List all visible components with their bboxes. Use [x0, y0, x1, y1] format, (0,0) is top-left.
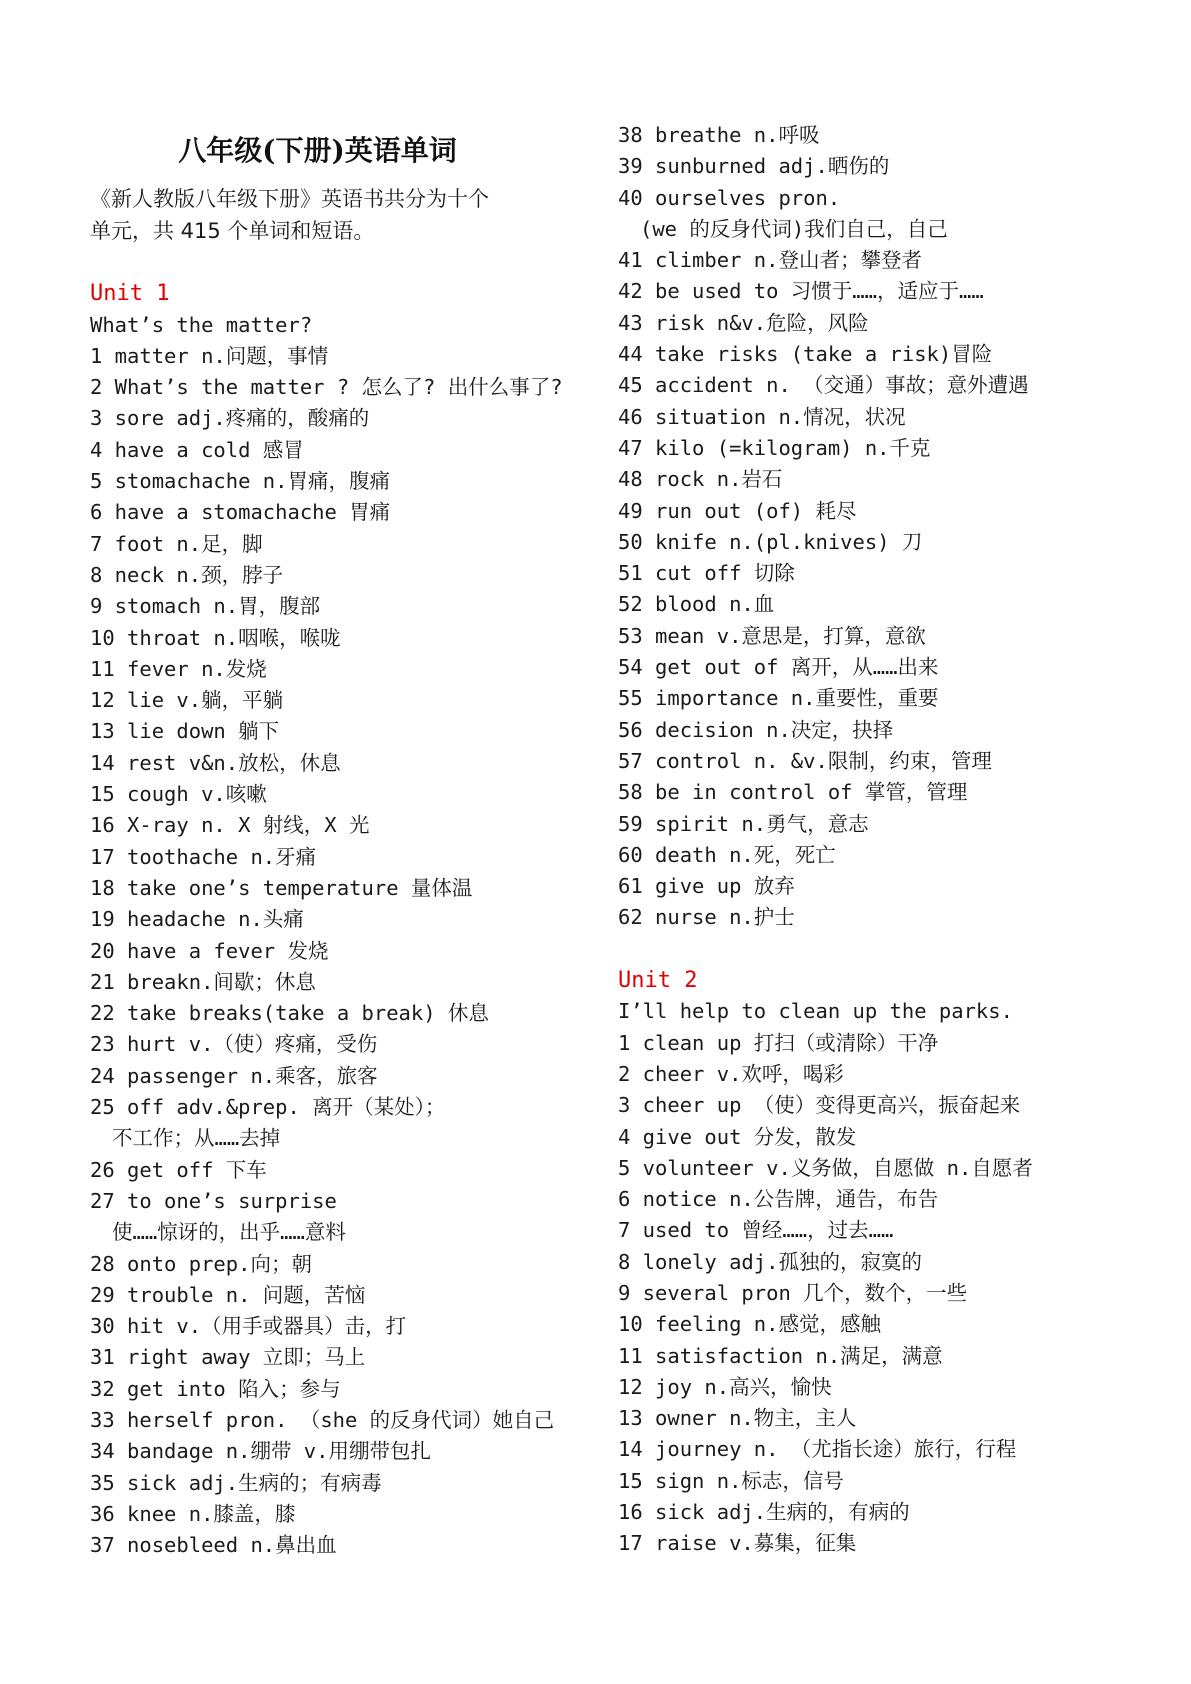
vocab-entry: 60 death n.死，死亡 — [618, 842, 836, 867]
unit-1-heading: Unit 1 — [90, 281, 170, 307]
vocab-entry: 7 used to 曾经……，过去…… — [618, 1218, 894, 1243]
vocab-entry: 5 stomachache n.胃痛，腹痛 — [90, 469, 390, 494]
vocab-entry: 27 to one’s surprise — [90, 1188, 337, 1213]
vocab-entry: 17 raise v.募集，征集 — [618, 1531, 857, 1556]
vocab-entry: 25 off adv.&prep. 离开（某处）； — [90, 1095, 446, 1120]
vocab-entry-continued: 不工作；从……去掉 — [112, 1126, 281, 1151]
vocab-entry: 44 take risks (take a risk)冒险 — [618, 342, 993, 367]
vocab-entry: 38 breathe n.呼吸 — [618, 123, 820, 147]
vocab-entry: 11 fever n.发烧 — [90, 656, 267, 681]
vocab-entry: 26 get off 下车 — [90, 1157, 267, 1182]
vocab-entry: 43 risk n&v.危险，风险 — [618, 310, 869, 335]
vocab-entry: 14 journey n. （尤指长途）旅行，行程 — [618, 1437, 1017, 1462]
intro-line-2: 单元，共 415 个单词和短语。 — [90, 219, 375, 243]
vocab-entry: 3 sore adj.疼痛的，酸痛的 — [90, 406, 370, 431]
vocab-entry: 34 bandage n.绷带 v.用绷带包扎 — [90, 1439, 431, 1464]
vocab-entry: 6 notice n.公告牌，通告，布告 — [618, 1187, 939, 1212]
vocab-entry: 41 climber n.登山者；攀登者 — [618, 248, 922, 273]
vocab-entry: 3 cheer up （使）变得更高兴，振奋起来 — [618, 1093, 1021, 1118]
vocab-entry: 56 decision n.决定，抉择 — [618, 717, 894, 742]
vocab-entry: 39 sunburned adj.晒伤的 — [618, 154, 890, 179]
vocab-entry: 29 trouble n. 问题，苦恼 — [90, 1282, 366, 1307]
vocab-entry: 2 cheer v.欢呼，喝彩 — [618, 1061, 844, 1086]
vocab-entry: 11 satisfaction n.满足，满意 — [618, 1343, 943, 1368]
vocab-entry: 8 lonely adj.孤独的，寂寞的 — [618, 1249, 922, 1274]
unit-2-heading: Unit 2 — [618, 968, 698, 994]
vocab-entry: 42 be used to 习惯于……，适应于…… — [618, 279, 984, 304]
page-title: 八年级(下册)英语单词 — [178, 134, 457, 167]
left-column — [90, 0, 563, 1561]
unit-1-subtitle: What’s the matter? — [90, 312, 313, 337]
vocab-entry: 57 control n. &v.限制，约束，管理 — [618, 748, 992, 773]
vocab-entry: 55 importance n.重要性，重要 — [618, 686, 939, 711]
vocab-entry: 10 throat n.咽喉，喉咙 — [90, 625, 341, 650]
vocab-entry: 31 right away 立即；马上 — [90, 1345, 366, 1370]
vocab-entry: 54 get out of 离开，从……出来 — [618, 655, 939, 680]
vocab-entry: 37 nosebleed n.鼻出血 — [90, 1533, 337, 1558]
vocab-entry: 58 be in control of 掌管，管理 — [618, 780, 968, 805]
vocab-entry: 20 have a fever 发烧 — [90, 938, 329, 963]
vocab-entry: 5 volunteer v.义务做，自愿做 n.自愿者 — [618, 1155, 1033, 1180]
intro-line-1: 《新人教版八年级下册》英语书共分为十个 — [90, 187, 489, 211]
vocab-entry: 12 joy n.高兴，愉快 — [618, 1374, 832, 1399]
vocab-entry: 61 give up 放弃 — [618, 874, 795, 899]
vocab-entry: 53 mean v.意思是，打算，意欲 — [618, 623, 926, 648]
vocab-entry: 9 several pron 几个，数个，一些 — [618, 1280, 968, 1305]
vocab-entry: 30 hit v.（用手或器具）击，打 — [90, 1314, 407, 1339]
vocab-entry-continued: 使……惊讶的，出乎……意料 — [112, 1220, 346, 1245]
vocab-entry: 23 hurt v.（使）疼痛，受伤 — [90, 1032, 378, 1057]
vocab-entry: 50 knife n.(pl.knives) 刀 — [618, 529, 923, 554]
vocab-entry: 35 sick adj.生病的；有病毒 — [90, 1470, 382, 1495]
vocab-entry: 10 feeling n.感觉，感触 — [618, 1312, 881, 1337]
vocab-entry: 6 have a stomachache 胃痛 — [90, 500, 391, 525]
vocab-entry: 15 sign n.标志，信号 — [618, 1468, 844, 1493]
vocab-entry: 15 cough v.咳嗽 — [90, 782, 267, 807]
vocab-entry-continued: (we 的反身代词)我们自己，自己 — [640, 216, 948, 241]
vocab-entry: 49 run out (of) 耗尽 — [618, 498, 857, 523]
vocab-entry: 62 nurse n.护士 — [618, 905, 795, 930]
vocab-entry: 17 toothache n.牙痛 — [90, 844, 317, 869]
vocab-entry: 59 spirit n.勇气，意志 — [618, 811, 869, 836]
vocab-entry: 24 passenger n.乘客，旅客 — [90, 1063, 378, 1088]
vocab-entry: 13 owner n.物主，主人 — [618, 1406, 857, 1431]
vocab-entry: 18 take one’s temperature 量体温 — [90, 875, 473, 900]
vocab-entry: 12 lie v.躺，平躺 — [90, 688, 284, 713]
vocab-entry: 33 herself pron. （she 的反身代词）她自己 — [90, 1407, 555, 1432]
vocab-entry: 16 sick adj.生病的，有病的 — [618, 1500, 910, 1525]
right-column — [618, 0, 1178, 1560]
vocab-entry: 28 onto prep.向；朝 — [90, 1251, 312, 1276]
vocab-entry: 1 matter n.问题，事情 — [90, 343, 329, 368]
vocab-entry: 8 neck n.颈，脖子 — [90, 562, 284, 587]
vocab-entry: 51 cut off 切除 — [618, 561, 795, 586]
vocab-entry: 22 take breaks(take a break) 休息 — [90, 1001, 489, 1026]
vocab-entry: 52 blood n.血 — [618, 592, 775, 617]
vocab-entry: 40 ourselves pron. — [618, 185, 841, 210]
vocab-entry: 2 What’s the matter ? 怎么了? 出什么事了? — [90, 375, 563, 400]
vocab-entry: 19 headache n.头痛 — [90, 907, 304, 932]
vocab-entry: 36 knee n.膝盖，膝 — [90, 1501, 296, 1526]
vocab-entry: 45 accident n. （交通）事故；意外遭遇 — [618, 373, 1029, 398]
vocab-entry: 16 X-ray n. X 射线，X 光 — [90, 813, 370, 838]
vocab-entry: 4 have a cold 感冒 — [90, 437, 304, 462]
vocab-entry: 32 get into 陷入；参与 — [90, 1376, 341, 1401]
vocab-entry: 47 kilo (=kilogram) n.千克 — [618, 435, 931, 460]
vocab-entry: 7 foot n.足，脚 — [90, 531, 263, 556]
unit-2-subtitle: I’ll help to clean up the parks. — [618, 999, 1013, 1024]
vocab-entry: 1 clean up 打扫（或清除）干净 — [618, 1030, 939, 1055]
vocab-entry: 46 situation n.情况，状况 — [618, 404, 906, 429]
vocab-entry: 21 breakn.间歇；休息 — [90, 969, 316, 994]
vocab-entry: 14 rest v&n.放松，休息 — [90, 750, 341, 775]
vocab-entry: 9 stomach n.胃，腹部 — [90, 594, 321, 619]
vocab-entry: 13 lie down 躺下 — [90, 719, 280, 744]
vocab-entry: 4 give out 分发，散发 — [618, 1124, 857, 1149]
vocab-entry: 48 rock n.岩石 — [618, 467, 783, 492]
